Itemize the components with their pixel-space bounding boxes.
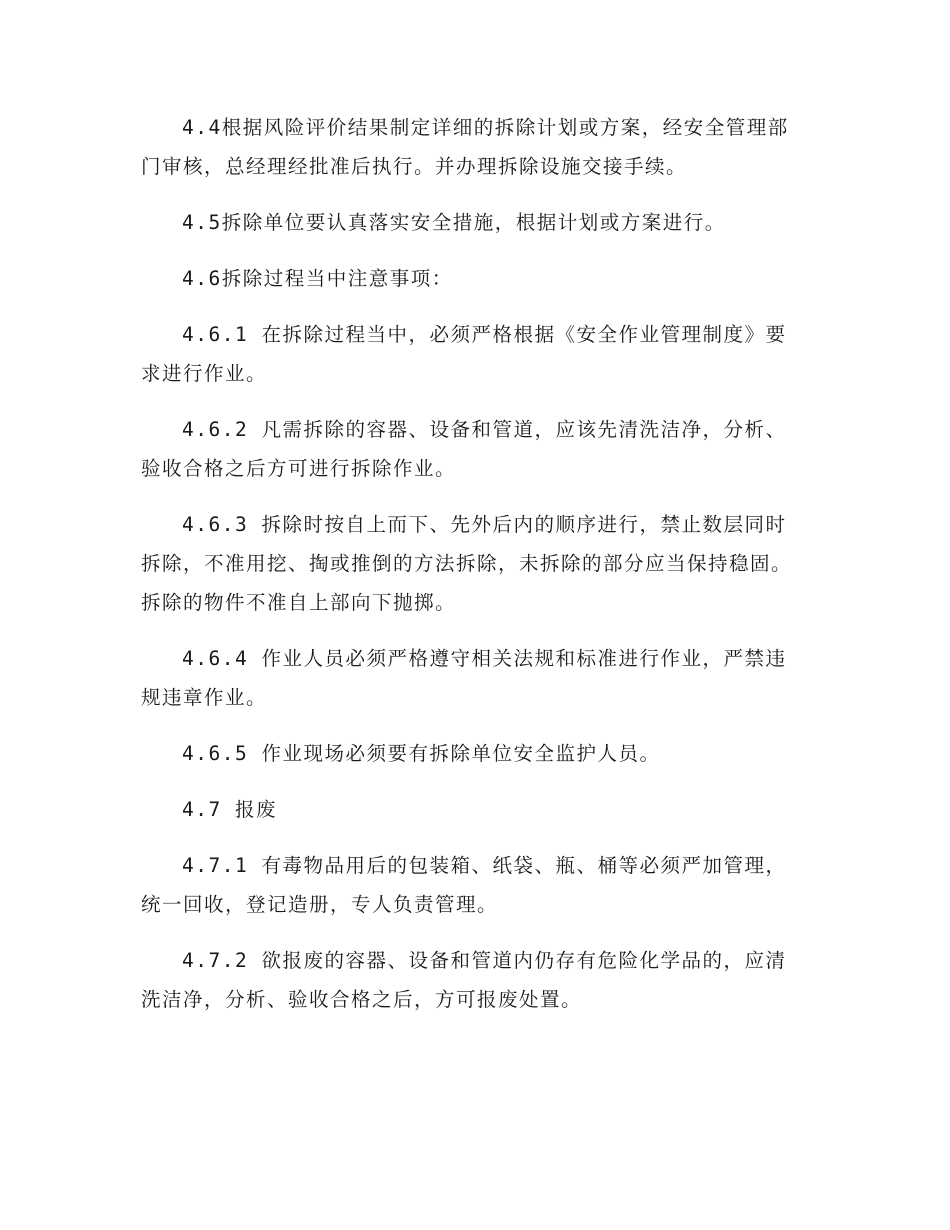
paragraph-4-6-5: 4.6.5 作业现场必须要有拆除单位安全监护人员。 <box>182 742 661 765</box>
paragraph-4-4: 4.4根据风险评价结果制定详细的拆除计划或方案，经安全管理部门审核，总经理经批准后执行。并办理拆除设施交接手续。 <box>141 116 789 178</box>
paragraph-4-6-3: 4.6.3 拆除时按自上而下、先外后内的顺序进行，禁止数层同时拆除，不准用挖、掏或推倒的方法拆除，未拆除的部分应当保持稳固。拆除的物件不准自上部向下抛掷。 <box>141 513 793 614</box>
paragraph-4-6-2: 4.6.2 凡需拆除的容器、设备和管道，应该先清洗洁净，分析、验收合格之后方可进行拆除作业。 <box>141 418 787 480</box>
paragraph-4-5: 4.5拆除单位要认真落实安全措施，根据计划或方案进行。 <box>182 211 726 234</box>
paragraph-4-7-2: 4.7.2 欲报废的容器、设备和管道内仍存有危险化学品的，应清洗洁净，分析、验收合格之后，方可报废处置。 <box>141 949 787 1011</box>
document-body <box>141 108 806 1036</box>
paragraph-4-6-4: 4.6.4 作业人员必须严格遵守相关法规和标准进行作业，严禁违规违章作业。 <box>141 647 787 709</box>
paragraph-4-6-1: 4.6.1 在拆除过程当中，必须严格根据《安全作业管理制度》要求进行作业。 <box>141 323 787 385</box>
paragraph-4-7: 4.7 报废 <box>182 798 277 821</box>
paragraph-4-7-1: 4.7.1 有毒物品用后的包装箱、纸袋、瓶、桶等必须严加管理，统一回收，登记造册，专人负责管理。 <box>141 854 787 916</box>
paragraph-4-6: 4.6拆除过程当中注意事项： <box>182 267 453 290</box>
